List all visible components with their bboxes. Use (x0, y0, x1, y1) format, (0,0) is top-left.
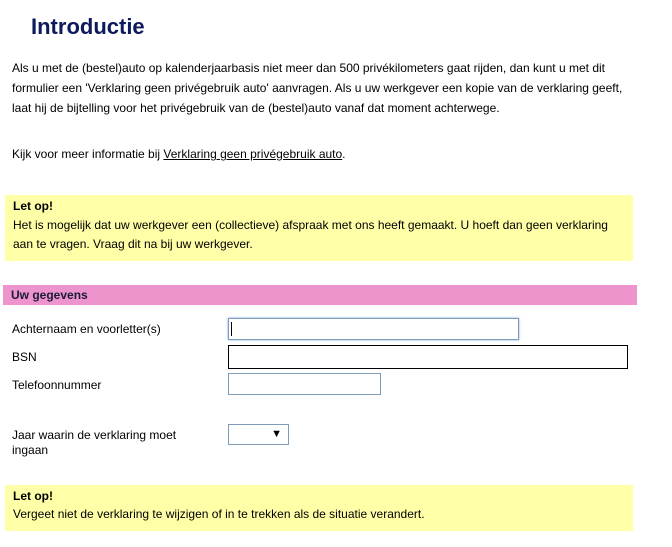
warning-note-change (5, 485, 633, 531)
dropdown-arrow-icon: ▼ (271, 428, 282, 440)
bsn-input[interactable] (228, 345, 628, 369)
name-input[interactable] (228, 318, 519, 340)
warning-note-title: Let op! (13, 489, 53, 503)
more-info-link[interactable]: Verklaring geen privégebruik auto (163, 147, 343, 161)
phone-label: Telefoonnummer (12, 378, 102, 392)
page-title: Introductie (31, 14, 145, 39)
bsn-label: BSN (12, 350, 37, 364)
name-label: Achternaam en voorletter(s) (12, 322, 161, 336)
more-info-text (12, 144, 642, 164)
year-select[interactable] (228, 424, 289, 445)
warning-note-title: Let op! (13, 199, 53, 213)
year-label: Jaar waarin de verklaring moet ingaan (12, 428, 177, 457)
warning-note-collective (5, 195, 633, 261)
phone-input[interactable] (228, 373, 381, 395)
section-header-uw-gegevens: Uw gegevens (3, 285, 637, 305)
more-info-suffix: . (342, 147, 346, 161)
warning-note-text: Vergeet niet de verklaring te wijzigen of in te trekken als de situatie verandert. (13, 507, 425, 521)
text-cursor (231, 322, 232, 336)
intro-text: Als u met de (bestel)auto op kalenderjaarbasis niet meer dan 500 privékilometers gaat rijden, dan kunt u met dit formulier een 'Verklaring geen privégebruik auto' aanvragen. Als u uw werkgever een kopie van de verklaring geeft, laat hij de bijtelling voor het privégebruik van de (bestel)auto vanaf dat moment achterwege. (12, 61, 623, 115)
warning-note-text: Het is mogelijk dat uw werkgever een (collectieve) afspraak met ons heeft gemaakt. U hoeft dan geen verklaring aan te vragen. Vraag dit na bij uw werkgever. (13, 218, 608, 251)
more-info-prefix: Kijk voor meer informatie bij (12, 147, 164, 161)
